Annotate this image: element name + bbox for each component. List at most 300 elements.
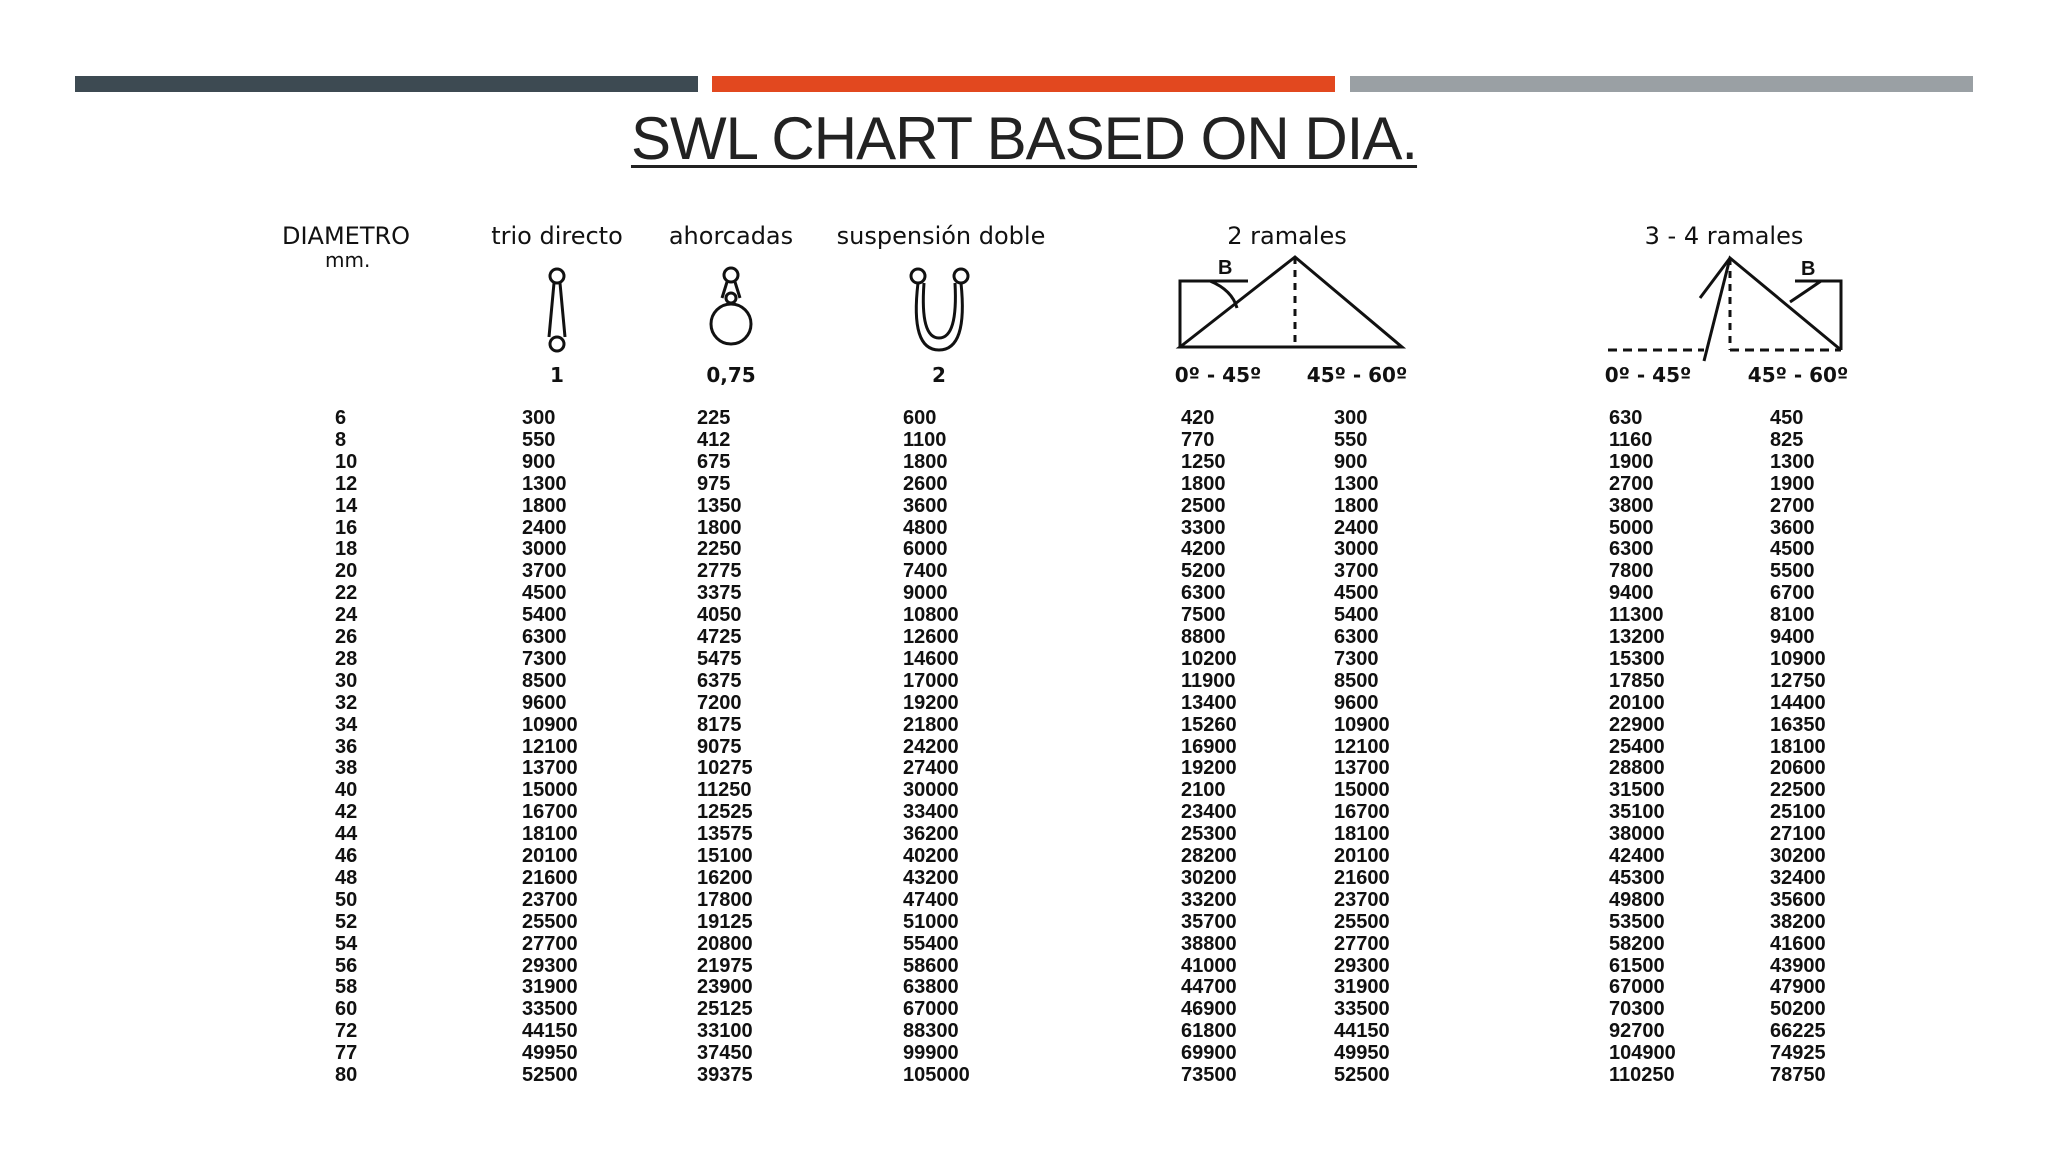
cell-diameter: 20 bbox=[335, 560, 358, 583]
cell-diameter: 58 bbox=[335, 976, 358, 999]
cell-dos-ramales-low: 16900 bbox=[1181, 735, 1237, 758]
cell-dos-ramales-high: 10900 bbox=[1334, 713, 1390, 736]
cell-diameter: 42 bbox=[335, 801, 358, 824]
cell-diameter: 54 bbox=[335, 932, 358, 955]
cell-tres-ramales-high: 1300 bbox=[1770, 450, 1815, 473]
cell-diameter: 52 bbox=[335, 910, 358, 933]
cell-diameter: 80 bbox=[335, 1064, 358, 1086]
cell-tres-ramales-high: 30200 bbox=[1770, 845, 1826, 867]
cell-tres-ramales-high: 47900 bbox=[1770, 976, 1826, 999]
cell-trio: 44150 bbox=[522, 1020, 578, 1043]
cell-dos-ramales-high: 18100 bbox=[1334, 823, 1390, 846]
cell-trio: 21600 bbox=[522, 866, 578, 889]
cell-ahorcadas: 11250 bbox=[697, 779, 752, 802]
cell-suspension: 40200 bbox=[903, 845, 959, 867]
cell-tres-ramales-low: 25400 bbox=[1609, 735, 1665, 758]
swl-table-body bbox=[0, 407, 2048, 1087]
cell-dos-ramales-high: 20100 bbox=[1334, 845, 1390, 867]
cell-tres-ramales-low: 15300 bbox=[1609, 647, 1665, 670]
header-unit: mm. bbox=[325, 248, 371, 272]
cell-tres-ramales-high: 8100 bbox=[1770, 604, 1815, 627]
cell-trio: 13700 bbox=[522, 757, 578, 780]
dos-ramales-triangle-icon bbox=[1180, 257, 1402, 347]
cell-tres-ramales-high: 32400 bbox=[1770, 866, 1826, 889]
cell-tres-ramales-high: 14400 bbox=[1770, 691, 1826, 714]
cell-diameter: 26 bbox=[335, 626, 358, 648]
cell-tres-ramales-low: 70300 bbox=[1609, 998, 1665, 1021]
cell-dos-ramales-low: 5200 bbox=[1181, 560, 1226, 583]
cell-suspension: 36200 bbox=[903, 823, 959, 846]
cell-suspension: 24200 bbox=[903, 735, 959, 758]
cell-trio: 25500 bbox=[522, 910, 578, 933]
cell-ahorcadas: 10275 bbox=[697, 757, 753, 780]
cell-trio: 27700 bbox=[522, 932, 578, 955]
cell-tres-ramales-high: 450 bbox=[1770, 407, 1804, 429]
trio-directo-sling-icon bbox=[549, 269, 565, 351]
table-row bbox=[0, 1042, 2048, 1064]
cell-trio: 6300 bbox=[522, 626, 567, 648]
cell-dos-ramales-high: 21600 bbox=[1334, 866, 1390, 889]
cell-ahorcadas: 6375 bbox=[697, 669, 742, 692]
cell-suspension: 6000 bbox=[903, 538, 948, 561]
cell-tres-ramales-low: 42400 bbox=[1609, 845, 1665, 867]
cell-tres-ramales-low: 92700 bbox=[1609, 1020, 1665, 1043]
table-row bbox=[0, 736, 2048, 758]
cell-diameter: 32 bbox=[335, 691, 358, 714]
cell-diameter: 30 bbox=[335, 669, 358, 692]
cell-tres-ramales-high: 10900 bbox=[1770, 647, 1826, 670]
cell-tres-ramales-high: 35600 bbox=[1770, 888, 1826, 911]
cell-diameter: 28 bbox=[335, 647, 358, 670]
cell-trio: 52500 bbox=[522, 1064, 578, 1086]
cell-trio: 9600 bbox=[522, 691, 567, 714]
cell-trio: 10900 bbox=[522, 713, 578, 736]
cell-ahorcadas: 8175 bbox=[697, 713, 742, 736]
table-row bbox=[0, 407, 2048, 429]
cell-diameter: 14 bbox=[335, 494, 358, 517]
cell-dos-ramales-low: 2500 bbox=[1181, 494, 1226, 517]
cell-tres-ramales-low: 35100 bbox=[1609, 801, 1665, 824]
cell-dos-ramales-low: 2100 bbox=[1181, 779, 1226, 802]
cell-suspension: 600 bbox=[903, 407, 937, 429]
cell-suspension: 63800 bbox=[903, 976, 959, 999]
cell-dos-ramales-low: 44700 bbox=[1181, 976, 1237, 999]
cell-tres-ramales-low: 53500 bbox=[1609, 910, 1665, 933]
factor-ahorcadas: 0,75 bbox=[706, 363, 756, 387]
cell-trio: 3700 bbox=[522, 560, 567, 583]
cell-dos-ramales-low: 69900 bbox=[1181, 1042, 1237, 1065]
cell-diameter: 12 bbox=[335, 472, 358, 495]
cell-trio: 3000 bbox=[522, 538, 567, 561]
cell-dos-ramales-high: 49950 bbox=[1334, 1042, 1390, 1065]
cell-dos-ramales-low: 3300 bbox=[1181, 516, 1226, 539]
cell-suspension: 4800 bbox=[903, 516, 948, 539]
header-trio-directo: trio directo bbox=[491, 222, 623, 250]
cell-tres-ramales-high: 4500 bbox=[1770, 538, 1815, 561]
cell-suspension: 33400 bbox=[903, 801, 959, 824]
table-row bbox=[0, 779, 2048, 801]
table-row bbox=[0, 670, 2048, 692]
cell-tres-ramales-low: 9400 bbox=[1609, 582, 1654, 605]
cell-ahorcadas: 975 bbox=[697, 472, 731, 495]
cell-ahorcadas: 37450 bbox=[697, 1042, 753, 1065]
cell-tres-ramales-low: 110250 bbox=[1609, 1064, 1675, 1086]
cell-tres-ramales-low: 11300 bbox=[1609, 604, 1664, 627]
cell-ahorcadas: 412 bbox=[697, 428, 731, 451]
cell-suspension: 51000 bbox=[903, 910, 959, 933]
cell-tres-ramales-high: 66225 bbox=[1770, 1020, 1826, 1043]
cell-dos-ramales-high: 25500 bbox=[1334, 910, 1390, 933]
cell-tres-ramales-low: 630 bbox=[1609, 407, 1643, 429]
table-row bbox=[0, 451, 2048, 473]
cell-dos-ramales-low: 46900 bbox=[1181, 998, 1237, 1021]
cell-dos-ramales-low: 11900 bbox=[1181, 669, 1236, 692]
cell-tres-ramales-high: 12750 bbox=[1770, 669, 1826, 692]
cell-diameter: 6 bbox=[335, 407, 347, 429]
cell-tres-ramales-high: 20600 bbox=[1770, 757, 1826, 780]
cell-dos-ramales-high: 29300 bbox=[1334, 954, 1390, 977]
cell-dos-ramales-high: 52500 bbox=[1334, 1064, 1390, 1086]
cell-diameter: 50 bbox=[335, 888, 358, 911]
cell-tres-ramales-high: 50200 bbox=[1770, 998, 1826, 1021]
cell-diameter: 60 bbox=[335, 998, 358, 1021]
cell-ahorcadas: 4050 bbox=[697, 604, 742, 627]
cell-suspension: 47400 bbox=[903, 888, 959, 911]
cell-trio: 18100 bbox=[522, 823, 578, 846]
cell-ahorcadas: 21975 bbox=[697, 954, 753, 977]
cell-suspension: 17000 bbox=[903, 669, 959, 692]
cell-diameter: 36 bbox=[335, 735, 358, 758]
cell-dos-ramales-high: 31900 bbox=[1334, 976, 1390, 999]
cell-tres-ramales-low: 31500 bbox=[1609, 779, 1665, 802]
cell-trio: 2400 bbox=[522, 516, 567, 539]
cell-tres-ramales-high: 16350 bbox=[1770, 713, 1826, 736]
cell-dos-ramales-low: 61800 bbox=[1181, 1020, 1237, 1043]
cell-dos-ramales-low: 770 bbox=[1181, 428, 1215, 451]
cell-tres-ramales-low: 67000 bbox=[1609, 976, 1665, 999]
cell-tres-ramales-high: 825 bbox=[1770, 428, 1804, 451]
cell-dos-ramales-high: 2400 bbox=[1334, 516, 1379, 539]
beta-angle-label-2: B bbox=[1801, 258, 1816, 280]
cell-dos-ramales-high: 15000 bbox=[1334, 779, 1390, 802]
cell-suspension: 27400 bbox=[903, 757, 959, 780]
table-row bbox=[0, 714, 2048, 736]
table-row bbox=[0, 845, 2048, 867]
cell-dos-ramales-high: 44150 bbox=[1334, 1020, 1390, 1043]
cell-ahorcadas: 7200 bbox=[697, 691, 742, 714]
cell-tres-ramales-low: 58200 bbox=[1609, 932, 1665, 955]
cell-trio: 31900 bbox=[522, 976, 578, 999]
cell-trio: 8500 bbox=[522, 669, 567, 692]
header-diametro: DIAMETRO bbox=[282, 222, 411, 250]
cell-ahorcadas: 23900 bbox=[697, 976, 753, 999]
cell-tres-ramales-low: 28800 bbox=[1609, 757, 1665, 780]
cell-tres-ramales-high: 1900 bbox=[1770, 472, 1815, 495]
cell-ahorcadas: 12525 bbox=[697, 801, 753, 824]
cell-tres-ramales-high: 41600 bbox=[1770, 932, 1826, 955]
cell-dos-ramales-low: 41000 bbox=[1181, 954, 1237, 977]
cell-ahorcadas: 20800 bbox=[697, 932, 753, 955]
header-2-ramales: 2 ramales bbox=[1227, 222, 1347, 250]
table-row bbox=[0, 1020, 2048, 1042]
cell-diameter: 44 bbox=[335, 823, 358, 846]
cell-dos-ramales-low: 1250 bbox=[1181, 450, 1226, 473]
cell-dos-ramales-high: 300 bbox=[1334, 407, 1368, 429]
cell-suspension: 3600 bbox=[903, 494, 948, 517]
cell-tres-ramales-low: 104900 bbox=[1609, 1042, 1676, 1065]
table-row bbox=[0, 757, 2048, 779]
cell-tres-ramales-low: 17850 bbox=[1609, 669, 1665, 692]
cell-dos-ramales-high: 900 bbox=[1334, 450, 1368, 473]
cell-dos-ramales-low: 30200 bbox=[1181, 866, 1237, 889]
cell-diameter: 40 bbox=[335, 779, 358, 802]
cell-dos-ramales-low: 35700 bbox=[1181, 910, 1237, 933]
cell-dos-ramales-low: 1800 bbox=[1181, 472, 1226, 495]
cell-ahorcadas: 5475 bbox=[697, 647, 742, 670]
table-row bbox=[0, 801, 2048, 823]
cell-tres-ramales-low: 1160 bbox=[1609, 428, 1653, 451]
cell-tres-ramales-low: 38000 bbox=[1609, 823, 1665, 846]
factor-trio: 1 bbox=[550, 363, 564, 387]
cell-diameter: 16 bbox=[335, 516, 358, 539]
cell-tres-ramales-low: 3800 bbox=[1609, 494, 1654, 517]
cell-dos-ramales-low: 420 bbox=[1181, 407, 1215, 429]
cell-diameter: 46 bbox=[335, 845, 358, 867]
cell-dos-ramales-low: 38800 bbox=[1181, 932, 1237, 955]
cell-dos-ramales-low: 15260 bbox=[1181, 713, 1237, 736]
table-row bbox=[0, 889, 2048, 911]
cell-suspension: 67000 bbox=[903, 998, 959, 1021]
cell-suspension: 19200 bbox=[903, 691, 959, 714]
cell-trio: 4500 bbox=[522, 582, 567, 605]
cell-tres-ramales-low: 5000 bbox=[1609, 516, 1654, 539]
cell-tres-ramales-high: 25100 bbox=[1770, 801, 1826, 824]
cell-diameter: 10 bbox=[335, 450, 358, 473]
table-row bbox=[0, 976, 2048, 998]
cell-diameter: 48 bbox=[335, 866, 358, 889]
cell-tres-ramales-high: 22500 bbox=[1770, 779, 1826, 802]
cell-ahorcadas: 16200 bbox=[697, 866, 753, 889]
cell-ahorcadas: 39375 bbox=[697, 1064, 753, 1086]
sling-diagrams bbox=[0, 0, 2048, 400]
cell-suspension: 55400 bbox=[903, 932, 959, 955]
cell-tres-ramales-high: 38200 bbox=[1770, 910, 1826, 933]
cell-suspension: 88300 bbox=[903, 1020, 959, 1043]
cell-diameter: 8 bbox=[335, 428, 347, 451]
table-row bbox=[0, 867, 2048, 889]
cell-diameter: 38 bbox=[335, 757, 358, 780]
cell-suspension: 10800 bbox=[903, 604, 959, 627]
cell-dos-ramales-high: 33500 bbox=[1334, 998, 1390, 1021]
cell-tres-ramales-low: 1900 bbox=[1609, 450, 1654, 473]
table-row bbox=[0, 582, 2048, 604]
angle-low-2-ramales: 0º - 45º bbox=[1174, 363, 1262, 387]
beta-angle-label: B bbox=[1218, 257, 1233, 279]
cell-dos-ramales-high: 550 bbox=[1334, 428, 1368, 451]
cell-dos-ramales-high: 6300 bbox=[1334, 626, 1379, 648]
cell-ahorcadas: 1350 bbox=[697, 494, 742, 517]
cell-dos-ramales-low: 19200 bbox=[1181, 757, 1237, 780]
cell-trio: 12100 bbox=[522, 735, 578, 758]
cell-tres-ramales-low: 2700 bbox=[1609, 472, 1654, 495]
cell-tres-ramales-low: 45300 bbox=[1609, 866, 1665, 889]
cell-trio: 16700 bbox=[522, 801, 578, 824]
cell-diameter: 22 bbox=[335, 582, 358, 605]
table-row bbox=[0, 648, 2048, 670]
cell-ahorcadas: 9075 bbox=[697, 735, 742, 758]
cell-tres-ramales-high: 5500 bbox=[1770, 560, 1815, 583]
cell-dos-ramales-high: 16700 bbox=[1334, 801, 1390, 824]
cell-trio: 33500 bbox=[522, 998, 578, 1021]
cell-tres-ramales-low: 7800 bbox=[1609, 560, 1654, 583]
page-title: SWL CHART BASED ON DIA. bbox=[630, 105, 1418, 172]
cell-dos-ramales-high: 5400 bbox=[1334, 604, 1379, 627]
cell-dos-ramales-high: 3700 bbox=[1334, 560, 1379, 583]
cell-dos-ramales-high: 1300 bbox=[1334, 472, 1379, 495]
angle-low-3-4-ramales: 0º - 45º bbox=[1604, 363, 1692, 387]
cell-trio: 300 bbox=[522, 407, 556, 429]
cell-trio: 20100 bbox=[522, 845, 578, 867]
cell-ahorcadas: 19125 bbox=[697, 910, 753, 933]
cell-trio: 5400 bbox=[522, 604, 567, 627]
cell-dos-ramales-high: 27700 bbox=[1334, 932, 1390, 955]
cell-suspension: 14600 bbox=[903, 647, 959, 670]
table-row bbox=[0, 495, 2048, 517]
cell-ahorcadas: 225 bbox=[697, 407, 731, 429]
table-row bbox=[0, 911, 2048, 933]
cell-trio: 900 bbox=[522, 450, 556, 473]
cell-tres-ramales-high: 43900 bbox=[1770, 954, 1826, 977]
cell-diameter: 72 bbox=[335, 1020, 358, 1043]
cell-dos-ramales-low: 6300 bbox=[1181, 582, 1226, 605]
cell-diameter: 56 bbox=[335, 954, 358, 977]
cell-suspension: 21800 bbox=[903, 713, 959, 736]
cell-dos-ramales-high: 12100 bbox=[1334, 735, 1390, 758]
cell-dos-ramales-low: 4200 bbox=[1181, 538, 1226, 561]
angle-high-2-ramales: 45º - 60º bbox=[1306, 363, 1408, 387]
cell-ahorcadas: 3375 bbox=[697, 582, 742, 605]
cell-dos-ramales-low: 10200 bbox=[1181, 647, 1237, 670]
cell-suspension: 99900 bbox=[903, 1042, 959, 1065]
cell-dos-ramales-high: 23700 bbox=[1334, 888, 1390, 911]
cell-diameter: 24 bbox=[335, 604, 358, 627]
cell-tres-ramales-low: 61500 bbox=[1609, 954, 1665, 977]
header-ahorcadas: ahorcadas bbox=[668, 222, 794, 250]
cell-tres-ramales-high: 27100 bbox=[1770, 823, 1826, 846]
table-row bbox=[0, 517, 2048, 539]
cell-trio: 550 bbox=[522, 428, 556, 451]
table-row bbox=[0, 823, 2048, 845]
cell-tres-ramales-low: 49800 bbox=[1609, 888, 1665, 911]
cell-tres-ramales-high: 74925 bbox=[1770, 1042, 1826, 1065]
cell-dos-ramales-low: 73500 bbox=[1181, 1064, 1237, 1086]
table-row bbox=[0, 955, 2048, 977]
table-row bbox=[0, 429, 2048, 451]
cell-suspension: 43200 bbox=[903, 866, 959, 889]
cell-tres-ramales-low: 13200 bbox=[1609, 626, 1665, 648]
cell-ahorcadas: 25125 bbox=[697, 998, 753, 1021]
cell-dos-ramales-low: 33200 bbox=[1181, 888, 1237, 911]
cell-trio: 7300 bbox=[522, 647, 567, 670]
ahorcadas-choke-icon bbox=[711, 268, 751, 344]
cell-tres-ramales-high: 9400 bbox=[1770, 626, 1815, 648]
suspension-doble-icon bbox=[911, 269, 968, 350]
cell-trio: 23700 bbox=[522, 888, 578, 911]
cell-dos-ramales-high: 8500 bbox=[1334, 669, 1379, 692]
header-suspension-doble: suspensión doble bbox=[836, 222, 1046, 250]
cell-suspension: 30000 bbox=[903, 779, 959, 802]
table-row bbox=[0, 538, 2048, 560]
cell-dos-ramales-high: 4500 bbox=[1334, 582, 1379, 605]
cell-tres-ramales-low: 6300 bbox=[1609, 538, 1654, 561]
table-row bbox=[0, 473, 2048, 495]
cell-tres-ramales-high: 6700 bbox=[1770, 582, 1815, 605]
cell-ahorcadas: 675 bbox=[697, 450, 731, 473]
cell-tres-ramales-high: 3600 bbox=[1770, 516, 1815, 539]
angle-high-3-4-ramales: 45º - 60º bbox=[1747, 363, 1849, 387]
cell-trio: 1300 bbox=[522, 472, 567, 495]
cell-ahorcadas: 33100 bbox=[697, 1020, 753, 1043]
cell-suspension: 7400 bbox=[903, 560, 948, 583]
cell-ahorcadas: 2250 bbox=[697, 538, 742, 561]
cell-dos-ramales-high: 7300 bbox=[1334, 647, 1379, 670]
cell-ahorcadas: 17800 bbox=[697, 888, 753, 911]
table-row bbox=[0, 692, 2048, 714]
cell-ahorcadas: 15100 bbox=[697, 845, 753, 867]
cell-suspension: 2600 bbox=[903, 472, 948, 495]
table-row bbox=[0, 626, 2048, 648]
cell-dos-ramales-low: 25300 bbox=[1181, 823, 1237, 846]
cell-suspension: 105000 bbox=[903, 1064, 970, 1086]
cell-ahorcadas: 4725 bbox=[697, 626, 742, 648]
table-row bbox=[0, 604, 2048, 626]
cell-diameter: 34 bbox=[335, 713, 358, 736]
cell-dos-ramales-low: 28200 bbox=[1181, 845, 1237, 867]
cell-suspension: 58600 bbox=[903, 954, 959, 977]
cell-trio: 1800 bbox=[522, 494, 567, 517]
cell-dos-ramales-low: 8800 bbox=[1181, 626, 1226, 648]
cell-trio: 49950 bbox=[522, 1042, 578, 1065]
cell-suspension: 9000 bbox=[903, 582, 948, 605]
cell-tres-ramales-low: 20100 bbox=[1609, 691, 1665, 714]
cell-dos-ramales-high: 1800 bbox=[1334, 494, 1379, 517]
cell-suspension: 1100 bbox=[903, 428, 947, 451]
header-3-4-ramales: 3 - 4 ramales bbox=[1644, 222, 1804, 250]
table-row bbox=[0, 1064, 2048, 1086]
table-row bbox=[0, 560, 2048, 582]
cell-suspension: 1800 bbox=[903, 450, 948, 473]
cell-tres-ramales-high: 18100 bbox=[1770, 735, 1826, 758]
cell-ahorcadas: 13575 bbox=[697, 823, 753, 846]
cell-suspension: 12600 bbox=[903, 626, 959, 648]
cell-tres-ramales-high: 2700 bbox=[1770, 494, 1815, 517]
cell-dos-ramales-high: 3000 bbox=[1334, 538, 1379, 561]
factor-suspension: 2 bbox=[932, 363, 946, 387]
cell-dos-ramales-high: 13700 bbox=[1334, 757, 1390, 780]
cell-diameter: 77 bbox=[335, 1042, 358, 1065]
table-row bbox=[0, 933, 2048, 955]
cell-tres-ramales-low: 22900 bbox=[1609, 713, 1665, 736]
cell-diameter: 18 bbox=[335, 538, 358, 561]
cell-ahorcadas: 2775 bbox=[697, 560, 742, 583]
table-row bbox=[0, 998, 2048, 1020]
cell-dos-ramales-low: 7500 bbox=[1181, 604, 1226, 627]
cell-dos-ramales-low: 13400 bbox=[1181, 691, 1237, 714]
cell-tres-ramales-high: 78750 bbox=[1770, 1064, 1826, 1086]
cell-trio: 15000 bbox=[522, 779, 578, 802]
cell-dos-ramales-low: 23400 bbox=[1181, 801, 1237, 824]
cell-dos-ramales-high: 9600 bbox=[1334, 691, 1379, 714]
